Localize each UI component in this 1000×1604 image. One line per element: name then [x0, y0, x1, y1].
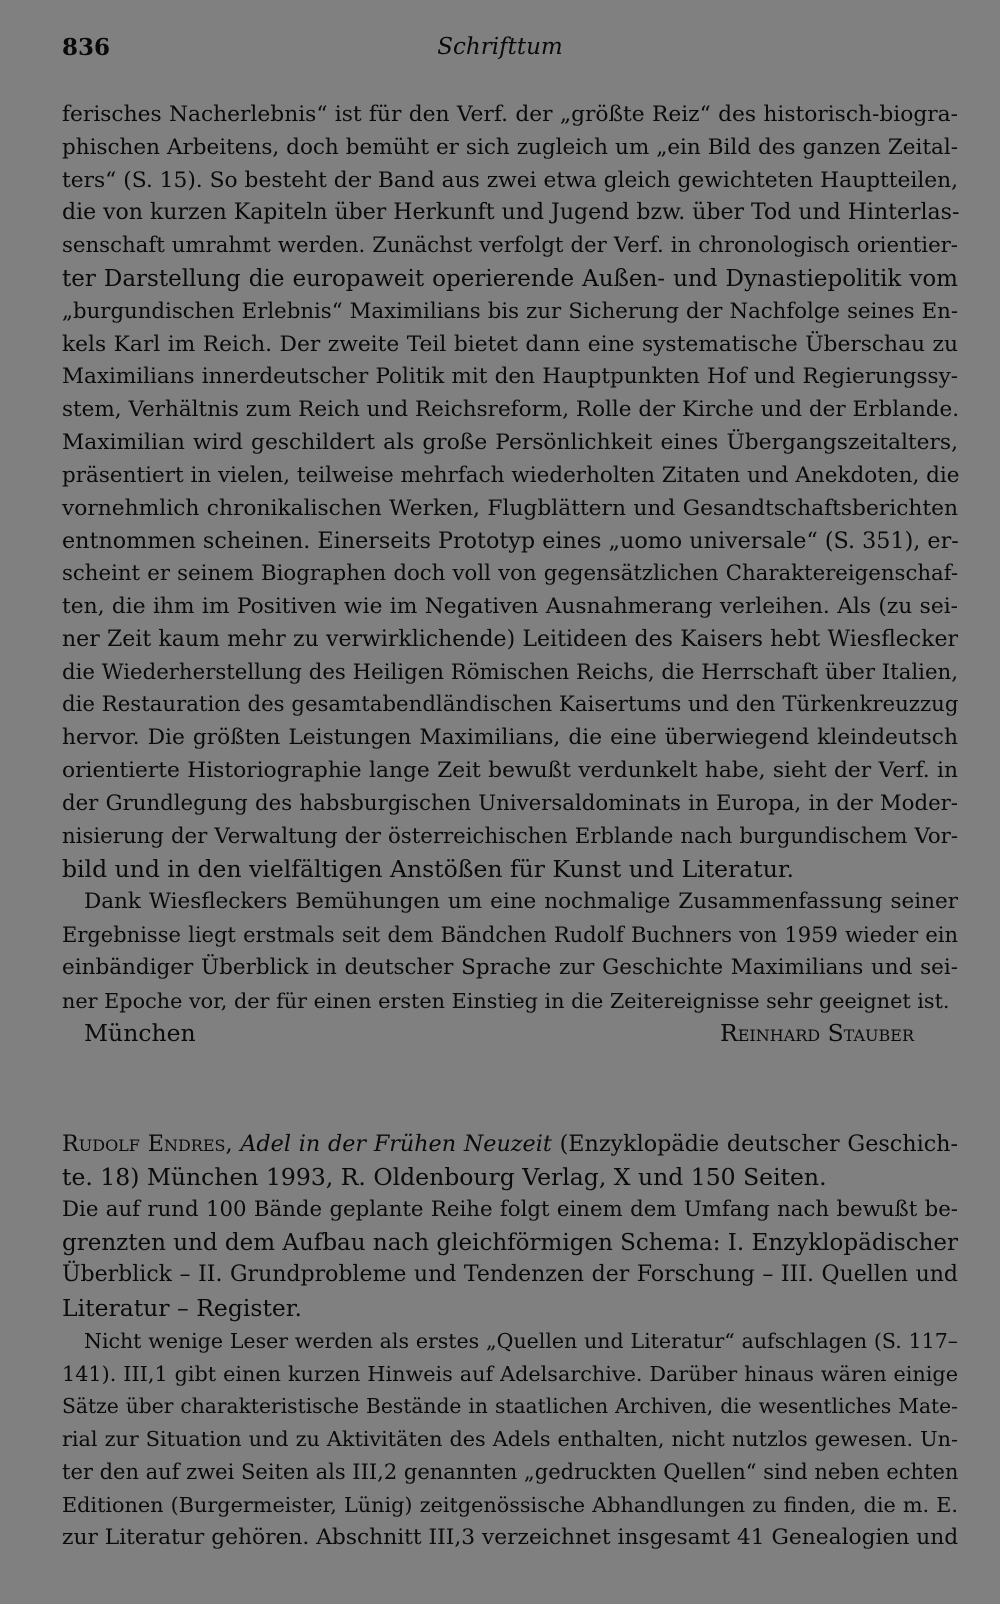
running-title: Schrifttum [437, 34, 563, 60]
signature-place: München [84, 1019, 196, 1048]
text-line: Maximilians innerdeutscher Politik mit den Hauptpunkten Hof und Regierungssy- [62, 364, 958, 390]
text-line: stem, Verhältnis zum Reich und Reichsreform, Rolle der Kirche und der Erblande. [62, 397, 960, 423]
text-line: Nicht wenige Leser werden als erstes „Quellen und Literatur“ aufschlagen (S. 117– [84, 1328, 958, 1353]
text-line: ter den auf zwei Seiten als III,2 genannten „gedruckten Quellen“ sind neben echten [62, 1460, 959, 1485]
text-line: die von kurzen Kapiteln über Herkunft und Jugend bzw. über Tod und Hinterlas- [62, 200, 960, 226]
review2-paragraph-2 [62, 1325, 958, 1555]
text-line: orientierte Historiographie lange Zeit bewußt verdunkelt habe, sieht der Verf. in [62, 757, 958, 783]
text-line: Überblick – II. Grundprobleme und Tendenzen der Forschung – III. Quellen und [62, 1262, 958, 1288]
text-line: Maximilian wird geschildert als große Persönlichkeit eines Übergangszeitalters, [62, 429, 958, 455]
text-line: einbändiger Überblick in deutscher Sprache zur Geschichte Maximilians und sei- [62, 954, 958, 980]
review1-signature [62, 1017, 958, 1050]
signature-reviewer: Reinhard Stauber [720, 1019, 914, 1048]
text-line: scheint er seinem Biographen doch voll von gegensätzlichen Charaktereigenschaf- [62, 561, 958, 587]
text-line: ters“ (S. 15). So besteht der Band aus zwei etwa gleich gewichteten Hauptteilen, [62, 167, 959, 193]
text-line: Literatur – Register. [62, 1294, 302, 1323]
review2-paragraph-1 [62, 1194, 958, 1325]
page-number: 836 [62, 34, 111, 61]
review2-title: Adel in der Frühen Neuzeit [240, 1131, 552, 1158]
text-line: Editionen (Burgermeister, Lünig) zeitgenössische Abhandlungen zu finden, die m. E. [62, 1492, 958, 1517]
text-line: grenzten und dem Aufbau nach gleichförmigen Schema: I. Enzyklopädischer [62, 1229, 958, 1256]
text-line: hervor. Die größten Leistungen Maximilians, die eine überwiegend kleindeutsch [62, 725, 958, 751]
text-line: die Wiederherstellung des Heiligen Römischen Reichs, die Herrschaft über Italien, [62, 659, 958, 685]
text-line: die Restauration des gesamtabendländischen Kaisertums und den Türkenkreuzzug [62, 692, 959, 718]
text-line: vornehmlich chronikalischen Werken, Flugblättern und Gesandtschaftsberichten [62, 495, 958, 521]
page-header [62, 34, 938, 68]
text-line: ten, die ihm im Positiven wie im Negativen Ausnahmerang verleihen. Als (zu sei- [62, 593, 958, 619]
text-line: Sätze über charakteristische Bestände in staatlichen Archiven, die wesentliches Mate- [62, 1394, 958, 1419]
text-line: ner Zeit kaum mehr zu verwirklichende) Leitideen des Kaisers hebt Wiesflecker [62, 626, 958, 652]
text-line: ferisches Nacherlebnis“ ist für den Verf. der „größte Reiz“ des historisch-biogra- [62, 102, 958, 127]
text-line: Dank Wiesfleckers Bemühungen um eine nochmalige Zusammenfassung seiner [84, 889, 958, 915]
text-line: entnommen scheinen. Einerseits Prototyp eines „uomo universale“ (S. 351), er- [62, 528, 959, 555]
heading-line-2: te. 18) München 1993, R. Oldenbourg Verlag, X und 150 Seiten. [62, 1162, 827, 1191]
text-line: Die auf rund 100 Bände geplante Reihe folgt einem dem Umfang nach bewußt be- [62, 1196, 958, 1222]
review2-series: (Enzyklopädie deutscher Geschich- [559, 1131, 958, 1158]
review1-paragraph-2 [62, 886, 958, 1017]
text-line: Ergebnisse liegt erstmals seit dem Bändchen Rudolf Buchners von 1959 wieder ein [62, 922, 958, 947]
review1-paragraph-1 [62, 99, 958, 886]
text-line: 141). III,1 gibt einen kurzen Hinweis auf Adelsarchive. Darüber hinaus wären einige [62, 1361, 958, 1386]
page-body [62, 99, 958, 1554]
text-line: „burgundischen Erlebnis“ Maximilians bis zur Sicherung der Nachfolge seines En- [62, 298, 958, 324]
heading-line-1 [62, 1128, 958, 1161]
review2-heading [62, 1128, 958, 1194]
text-line: rial zur Situation und zu Aktivitäten des Adels enthalten, nicht nutzlos gewesen. Un- [62, 1427, 958, 1452]
review2-author: Rudolf Endres, [62, 1131, 233, 1158]
text-line: der Grundlegung des habsburgischen Universaldominats in Europa, in der Moder- [62, 790, 958, 816]
text-line: zur Literatur gehören. Abschnitt III,3 verzeichnet insgesamt 41 Genealogien und [62, 1524, 959, 1550]
text-line: präsentiert in vielen, teilweise mehrfach wiederholten Zitaten und Anekdoten, die [62, 462, 960, 488]
text-line: phischen Arbeitens, doch bemüht er sich zugleich um „ein Bild des ganzen Zeital- [62, 134, 958, 160]
text-line: bild und in den vielfältigen Anstößen für Kunst und Literatur. [62, 855, 794, 884]
text-line: ter Darstellung die europaweit operierende Außen- und Dynastiepolitik vom [62, 265, 958, 292]
text-line: kels Karl im Reich. Der zweite Teil bietet dann eine systematische Überschau zu [62, 331, 958, 357]
text-line: nisierung der Verwaltung der österreichischen Erblande nach burgundischem Vor- [62, 823, 958, 849]
text-line: senschaft umrahmt werden. Zunächst verfolgt der Verf. in chronologisch orientier- [62, 233, 958, 259]
section-spacer [62, 1050, 958, 1128]
text-line: ner Epoche vor, der für einen ersten Einstieg in die Zeitereignisse sehr geeignet ist. [62, 988, 950, 1013]
